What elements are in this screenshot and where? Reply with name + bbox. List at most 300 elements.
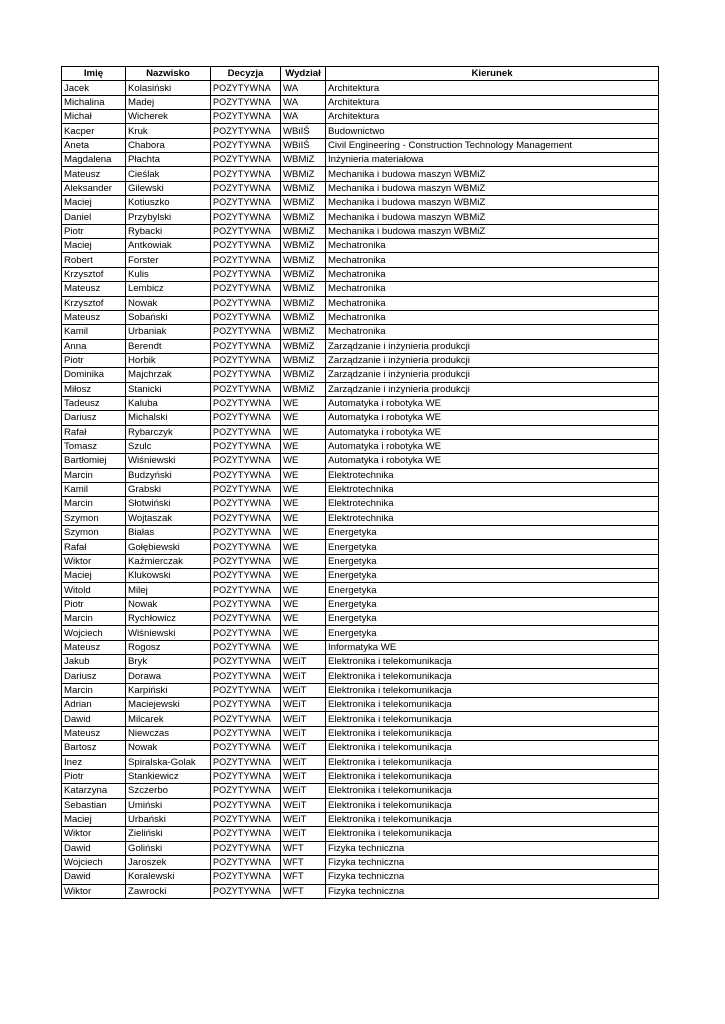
cell-faculty: WBMiZ — [281, 325, 326, 339]
cell-first-name: Anna — [62, 339, 126, 353]
cell-first-name: Jacek — [62, 81, 126, 95]
table-row — [62, 884, 659, 898]
table-row — [62, 669, 659, 683]
cell-field-of-study: Elektrotechnika — [326, 511, 659, 525]
cell-first-name: Kamil — [62, 325, 126, 339]
cell-first-name: Adrian — [62, 698, 126, 712]
cell-first-name: Wojciech — [62, 855, 126, 869]
cell-decision: POZYTYWNA — [211, 224, 281, 238]
cell-field-of-study: Automatyka i robotyka WE — [326, 396, 659, 410]
cell-first-name: Bartosz — [62, 741, 126, 755]
cell-field-of-study: Elektronika i telekomunikacja — [326, 784, 659, 798]
cell-first-name: Rafał — [62, 425, 126, 439]
cell-first-name: Bartłomiej — [62, 454, 126, 468]
cell-last-name: Nowak — [126, 597, 211, 611]
cell-faculty: WEiT — [281, 712, 326, 726]
cell-field-of-study: Energetyka — [326, 597, 659, 611]
cell-field-of-study: Architektura — [326, 81, 659, 95]
cell-last-name: Kaźmierczak — [126, 554, 211, 568]
cell-last-name: Maciejewski — [126, 698, 211, 712]
table-row — [62, 468, 659, 482]
cell-field-of-study: Fizyka techniczna — [326, 841, 659, 855]
cell-last-name: Milej — [126, 583, 211, 597]
table-row — [62, 439, 659, 453]
cell-field-of-study: Energetyka — [326, 526, 659, 540]
cell-last-name: Majchrzak — [126, 368, 211, 382]
cell-faculty: WEiT — [281, 784, 326, 798]
cell-decision: POZYTYWNA — [211, 683, 281, 697]
cell-faculty: WE — [281, 540, 326, 554]
cell-first-name: Marcin — [62, 612, 126, 626]
cell-field-of-study: Civil Engineering - Construction Technology Management — [326, 138, 659, 152]
cell-faculty: WEiT — [281, 655, 326, 669]
table-row — [62, 310, 659, 324]
cell-last-name: Horbik — [126, 353, 211, 367]
cell-first-name: Robert — [62, 253, 126, 267]
cell-decision: POZYTYWNA — [211, 310, 281, 324]
table-row — [62, 741, 659, 755]
cell-first-name: Mateusz — [62, 726, 126, 740]
cell-last-name: Lembicz — [126, 282, 211, 296]
cell-decision: POZYTYWNA — [211, 640, 281, 654]
cell-field-of-study: Architektura — [326, 95, 659, 109]
cell-last-name: Spiralska-Golak — [126, 755, 211, 769]
table-row — [62, 181, 659, 195]
cell-decision: POZYTYWNA — [211, 812, 281, 826]
cell-field-of-study: Mechatronika — [326, 267, 659, 281]
cell-faculty: WBMiZ — [281, 196, 326, 210]
table-row — [62, 827, 659, 841]
cell-last-name: Wojtaszak — [126, 511, 211, 525]
cell-decision: POZYTYWNA — [211, 726, 281, 740]
cell-last-name: Wicherek — [126, 110, 211, 124]
table-row — [62, 540, 659, 554]
cell-first-name: Magdalena — [62, 153, 126, 167]
cell-first-name: Dariusz — [62, 411, 126, 425]
cell-faculty: WFT — [281, 870, 326, 884]
cell-decision: POZYTYWNA — [211, 253, 281, 267]
cell-field-of-study: Fizyka techniczna — [326, 870, 659, 884]
cell-faculty: WE — [281, 554, 326, 568]
cell-last-name: Nowak — [126, 741, 211, 755]
cell-first-name: Witold — [62, 583, 126, 597]
cell-field-of-study: Mechatronika — [326, 325, 659, 339]
cell-field-of-study: Mechanika i budowa maszyn WBMiZ — [326, 196, 659, 210]
table-row — [62, 95, 659, 109]
cell-first-name: Dominika — [62, 368, 126, 382]
header-last-name: Nazwisko — [126, 67, 211, 81]
table-row — [62, 339, 659, 353]
cell-decision: POZYTYWNA — [211, 583, 281, 597]
cell-field-of-study: Mechatronika — [326, 253, 659, 267]
cell-first-name: Inez — [62, 755, 126, 769]
cell-last-name: Wiśniewski — [126, 454, 211, 468]
cell-decision: POZYTYWNA — [211, 396, 281, 410]
cell-field-of-study: Elektronika i telekomunikacja — [326, 683, 659, 697]
cell-first-name: Marcin — [62, 497, 126, 511]
table-row — [62, 812, 659, 826]
cell-faculty: WEiT — [281, 798, 326, 812]
cell-field-of-study: Automatyka i robotyka WE — [326, 439, 659, 453]
table-row — [62, 855, 659, 869]
cell-decision: POZYTYWNA — [211, 181, 281, 195]
table-row — [62, 167, 659, 181]
cell-faculty: WEiT — [281, 812, 326, 826]
cell-decision: POZYTYWNA — [211, 827, 281, 841]
table-row — [62, 583, 659, 597]
cell-last-name: Szulc — [126, 439, 211, 453]
cell-faculty: WBMiZ — [281, 253, 326, 267]
cell-first-name: Wiktor — [62, 827, 126, 841]
cell-first-name: Kacper — [62, 124, 126, 138]
cell-faculty: WBMiZ — [281, 181, 326, 195]
cell-decision: POZYTYWNA — [211, 526, 281, 540]
cell-last-name: Chabora — [126, 138, 211, 152]
cell-last-name: Kruk — [126, 124, 211, 138]
cell-field-of-study: Elektrotechnika — [326, 482, 659, 496]
table-row — [62, 124, 659, 138]
cell-last-name: Berendt — [126, 339, 211, 353]
cell-faculty: WEiT — [281, 698, 326, 712]
cell-first-name: Mateusz — [62, 310, 126, 324]
cell-decision: POZYTYWNA — [211, 124, 281, 138]
cell-field-of-study: Elektronika i telekomunikacja — [326, 669, 659, 683]
cell-field-of-study: Elektronika i telekomunikacja — [326, 827, 659, 841]
table-row — [62, 196, 659, 210]
cell-faculty: WBMiZ — [281, 382, 326, 396]
table-row — [62, 296, 659, 310]
cell-faculty: WBMiZ — [281, 310, 326, 324]
cell-decision: POZYTYWNA — [211, 210, 281, 224]
cell-field-of-study: Architektura — [326, 110, 659, 124]
cell-field-of-study: Elektronika i telekomunikacja — [326, 769, 659, 783]
cell-faculty: WBMiZ — [281, 296, 326, 310]
cell-last-name: Płachta — [126, 153, 211, 167]
cell-decision: POZYTYWNA — [211, 798, 281, 812]
cell-field-of-study: Energetyka — [326, 612, 659, 626]
cell-faculty: WBMiZ — [281, 167, 326, 181]
cell-decision: POZYTYWNA — [211, 325, 281, 339]
cell-field-of-study: Inżynieria materiałowa — [326, 153, 659, 167]
cell-field-of-study: Zarządzanie i inżynieria produkcji — [326, 353, 659, 367]
cell-decision: POZYTYWNA — [211, 698, 281, 712]
cell-decision: POZYTYWNA — [211, 382, 281, 396]
cell-field-of-study: Elektrotechnika — [326, 497, 659, 511]
cell-faculty: WBMiZ — [281, 282, 326, 296]
table-row — [62, 253, 659, 267]
header-decision: Decyzja — [211, 67, 281, 81]
table-row — [62, 368, 659, 382]
cell-field-of-study: Mechatronika — [326, 310, 659, 324]
cell-field-of-study: Automatyka i robotyka WE — [326, 454, 659, 468]
table-row — [62, 612, 659, 626]
table-row — [62, 626, 659, 640]
cell-decision: POZYTYWNA — [211, 569, 281, 583]
cell-decision: POZYTYWNA — [211, 554, 281, 568]
table-row — [62, 81, 659, 95]
cell-first-name: Sebastian — [62, 798, 126, 812]
cell-field-of-study: Mechanika i budowa maszyn WBMiZ — [326, 167, 659, 181]
cell-decision: POZYTYWNA — [211, 841, 281, 855]
cell-faculty: WE — [281, 425, 326, 439]
cell-field-of-study: Elektronika i telekomunikacja — [326, 812, 659, 826]
cell-last-name: Bryk — [126, 655, 211, 669]
cell-faculty: WE — [281, 411, 326, 425]
cell-field-of-study: Energetyka — [326, 626, 659, 640]
cell-last-name: Forster — [126, 253, 211, 267]
cell-field-of-study: Elektronika i telekomunikacja — [326, 698, 659, 712]
cell-faculty: WBMiZ — [281, 224, 326, 238]
cell-decision: POZYTYWNA — [211, 95, 281, 109]
cell-last-name: Koralewski — [126, 870, 211, 884]
table-row — [62, 526, 659, 540]
cell-decision: POZYTYWNA — [211, 597, 281, 611]
cell-field-of-study: Energetyka — [326, 540, 659, 554]
cell-field-of-study: Fizyka techniczna — [326, 855, 659, 869]
cell-last-name: Jaroszek — [126, 855, 211, 869]
cell-last-name: Zawrocki — [126, 884, 211, 898]
cell-faculty: WBMiZ — [281, 239, 326, 253]
cell-first-name: Tomasz — [62, 439, 126, 453]
cell-field-of-study: Elektrotechnika — [326, 468, 659, 482]
cell-last-name: Sobański — [126, 310, 211, 324]
cell-decision: POZYTYWNA — [211, 81, 281, 95]
cell-first-name: Mateusz — [62, 167, 126, 181]
cell-last-name: Goliński — [126, 841, 211, 855]
cell-last-name: Kaluba — [126, 396, 211, 410]
table-row — [62, 655, 659, 669]
table-row — [62, 382, 659, 396]
table-row — [62, 769, 659, 783]
cell-last-name: Klukowski — [126, 569, 211, 583]
cell-first-name: Mateusz — [62, 640, 126, 654]
cell-faculty: WE — [281, 583, 326, 597]
cell-field-of-study: Energetyka — [326, 583, 659, 597]
table-row — [62, 153, 659, 167]
cell-first-name: Piotr — [62, 353, 126, 367]
table-row — [62, 798, 659, 812]
table-row — [62, 353, 659, 367]
cell-first-name: Krzysztof — [62, 267, 126, 281]
cell-decision: POZYTYWNA — [211, 870, 281, 884]
cell-decision: POZYTYWNA — [211, 368, 281, 382]
cell-decision: POZYTYWNA — [211, 138, 281, 152]
cell-decision: POZYTYWNA — [211, 468, 281, 482]
cell-first-name: Szymon — [62, 526, 126, 540]
cell-faculty: WE — [281, 597, 326, 611]
cell-last-name: Przybylski — [126, 210, 211, 224]
cell-faculty: WEiT — [281, 755, 326, 769]
results-table — [61, 66, 659, 899]
cell-decision: POZYTYWNA — [211, 239, 281, 253]
cell-last-name: Karpiński — [126, 683, 211, 697]
cell-faculty: WE — [281, 396, 326, 410]
cell-last-name: Rogosz — [126, 640, 211, 654]
cell-first-name: Wiktor — [62, 554, 126, 568]
cell-first-name: Dawid — [62, 712, 126, 726]
cell-last-name: Nowak — [126, 296, 211, 310]
table-row — [62, 239, 659, 253]
cell-decision: POZYTYWNA — [211, 153, 281, 167]
cell-first-name: Krzysztof — [62, 296, 126, 310]
cell-faculty: WE — [281, 626, 326, 640]
cell-faculty: WFT — [281, 884, 326, 898]
cell-last-name: Zieliński — [126, 827, 211, 841]
cell-last-name: Umiński — [126, 798, 211, 812]
cell-decision: POZYTYWNA — [211, 339, 281, 353]
cell-faculty: WEiT — [281, 827, 326, 841]
cell-first-name: Mateusz — [62, 282, 126, 296]
cell-decision: POZYTYWNA — [211, 167, 281, 181]
cell-last-name: Gilewski — [126, 181, 211, 195]
cell-decision: POZYTYWNA — [211, 110, 281, 124]
cell-first-name: Piotr — [62, 597, 126, 611]
cell-first-name: Tadeusz — [62, 396, 126, 410]
cell-faculty: WEiT — [281, 769, 326, 783]
cell-last-name: Słotwiński — [126, 497, 211, 511]
cell-last-name: Stankiewicz — [126, 769, 211, 783]
table-row — [62, 497, 659, 511]
cell-field-of-study: Elektronika i telekomunikacja — [326, 741, 659, 755]
cell-decision: POZYTYWNA — [211, 282, 281, 296]
cell-first-name: Marcin — [62, 468, 126, 482]
cell-decision: POZYTYWNA — [211, 655, 281, 669]
cell-first-name: Daniel — [62, 210, 126, 224]
table-row — [62, 683, 659, 697]
cell-last-name: Dorawa — [126, 669, 211, 683]
cell-faculty: WE — [281, 569, 326, 583]
cell-first-name: Aleksander — [62, 181, 126, 195]
cell-faculty: WEiT — [281, 669, 326, 683]
table-row — [62, 755, 659, 769]
cell-first-name: Piotr — [62, 224, 126, 238]
cell-decision: POZYTYWNA — [211, 540, 281, 554]
table-row — [62, 138, 659, 152]
cell-first-name: Jakub — [62, 655, 126, 669]
cell-first-name: Michał — [62, 110, 126, 124]
cell-last-name: Grabski — [126, 482, 211, 496]
header-faculty: Wydział — [281, 67, 326, 81]
table-row — [62, 224, 659, 238]
cell-faculty: WFT — [281, 855, 326, 869]
table-row — [62, 282, 659, 296]
cell-field-of-study: Fizyka techniczna — [326, 884, 659, 898]
table-header — [62, 67, 659, 81]
cell-first-name: Wojciech — [62, 626, 126, 640]
cell-last-name: Budzyński — [126, 468, 211, 482]
cell-faculty: WBMiZ — [281, 368, 326, 382]
cell-faculty: WE — [281, 468, 326, 482]
cell-decision: POZYTYWNA — [211, 855, 281, 869]
table-row — [62, 698, 659, 712]
cell-first-name: Michalina — [62, 95, 126, 109]
cell-faculty: WBMiZ — [281, 153, 326, 167]
table-row — [62, 841, 659, 855]
cell-field-of-study: Automatyka i robotyka WE — [326, 425, 659, 439]
table-row — [62, 454, 659, 468]
cell-faculty: WE — [281, 511, 326, 525]
table-row — [62, 569, 659, 583]
cell-first-name: Rafał — [62, 540, 126, 554]
cell-last-name: Cieślak — [126, 167, 211, 181]
cell-field-of-study: Automatyka i robotyka WE — [326, 411, 659, 425]
cell-last-name: Kotiuszko — [126, 196, 211, 210]
cell-decision: POZYTYWNA — [211, 196, 281, 210]
cell-field-of-study: Mechanika i budowa maszyn WBMiZ — [326, 181, 659, 195]
cell-faculty: WE — [281, 526, 326, 540]
cell-field-of-study: Zarządzanie i inżynieria produkcji — [326, 382, 659, 396]
cell-faculty: WE — [281, 439, 326, 453]
cell-faculty: WBiIŚ — [281, 138, 326, 152]
cell-decision: POZYTYWNA — [211, 353, 281, 367]
table-row — [62, 511, 659, 525]
cell-first-name: Szymon — [62, 511, 126, 525]
table-row — [62, 640, 659, 654]
cell-field-of-study: Mechanika i budowa maszyn WBMiZ — [326, 224, 659, 238]
cell-faculty: WE — [281, 482, 326, 496]
table-row — [62, 712, 659, 726]
cell-faculty: WE — [281, 640, 326, 654]
cell-last-name: Rybarczyk — [126, 425, 211, 439]
header-row — [62, 67, 659, 81]
cell-decision: POZYTYWNA — [211, 454, 281, 468]
cell-faculty: WBiIŚ — [281, 124, 326, 138]
cell-decision: POZYTYWNA — [211, 425, 281, 439]
cell-field-of-study: Zarządzanie i inżynieria produkcji — [326, 339, 659, 353]
cell-first-name: Maciej — [62, 569, 126, 583]
header-field-of-study: Kierunek — [326, 67, 659, 81]
cell-first-name: Dawid — [62, 870, 126, 884]
cell-last-name: Rybacki — [126, 224, 211, 238]
cell-first-name: Kamil — [62, 482, 126, 496]
cell-first-name: Katarzyna — [62, 784, 126, 798]
cell-field-of-study: Mechatronika — [326, 282, 659, 296]
cell-decision: POZYTYWNA — [211, 296, 281, 310]
cell-field-of-study: Mechanika i budowa maszyn WBMiZ — [326, 210, 659, 224]
cell-faculty: WBMiZ — [281, 210, 326, 224]
cell-field-of-study: Informatyka WE — [326, 640, 659, 654]
cell-first-name: Wiktor — [62, 884, 126, 898]
cell-field-of-study: Mechatronika — [326, 296, 659, 310]
cell-decision: POZYTYWNA — [211, 626, 281, 640]
cell-last-name: Urbaniak — [126, 325, 211, 339]
cell-decision: POZYTYWNA — [211, 741, 281, 755]
table-row — [62, 110, 659, 124]
cell-field-of-study: Energetyka — [326, 554, 659, 568]
table-body — [62, 81, 659, 899]
cell-last-name: Madej — [126, 95, 211, 109]
cell-first-name: Maciej — [62, 812, 126, 826]
cell-field-of-study: Elektronika i telekomunikacja — [326, 712, 659, 726]
cell-decision: POZYTYWNA — [211, 712, 281, 726]
cell-decision: POZYTYWNA — [211, 497, 281, 511]
cell-decision: POZYTYWNA — [211, 482, 281, 496]
table-row — [62, 396, 659, 410]
table-row — [62, 425, 659, 439]
cell-decision: POZYTYWNA — [211, 411, 281, 425]
cell-first-name: Maciej — [62, 239, 126, 253]
cell-first-name: Miłosz — [62, 382, 126, 396]
table-row — [62, 784, 659, 798]
cell-last-name: Wiśniewski — [126, 626, 211, 640]
cell-faculty: WFT — [281, 841, 326, 855]
cell-decision: POZYTYWNA — [211, 267, 281, 281]
cell-decision: POZYTYWNA — [211, 511, 281, 525]
cell-faculty: WE — [281, 454, 326, 468]
cell-last-name: Gołębiewski — [126, 540, 211, 554]
cell-faculty: WE — [281, 497, 326, 511]
cell-last-name: Kolasiński — [126, 81, 211, 95]
